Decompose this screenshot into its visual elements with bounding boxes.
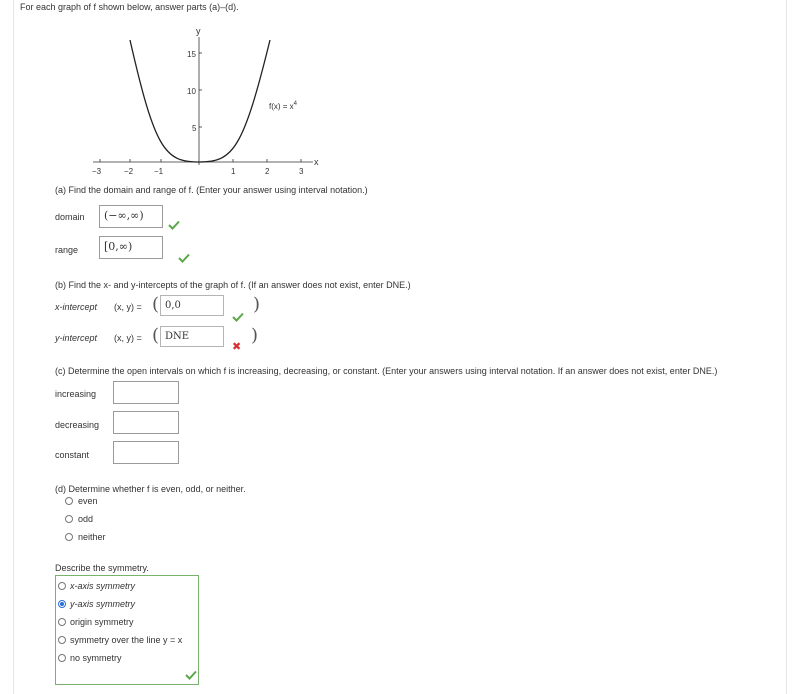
option-label: even [78, 496, 98, 506]
symmetry-group [55, 575, 199, 685]
range-label: range [55, 245, 79, 255]
open-paren: ( [152, 294, 160, 315]
radio-odd[interactable] [65, 515, 73, 523]
constant-label: constant [55, 450, 90, 460]
radio-y-axis-symmetry[interactable] [58, 600, 66, 608]
option-label: odd [78, 514, 94, 524]
part-b-prompt: (b) Find the x- and y-intercepts of the graph of f. (If an answer does not exist, enter DNE.) [55, 280, 411, 290]
symmetry-prompt: Describe the symmetry. [55, 563, 149, 573]
part-c-prompt: (c) Determine the open intervals on which f is increasing, decreasing, or constant. (Enter your answers using interval notation. If an answer does not exist, enter DNE.) [55, 366, 718, 376]
y-tick-label: 5 [192, 124, 197, 133]
xy-label: (x, y) = [114, 302, 142, 312]
x-tick-label: −1 [154, 167, 164, 175]
constant-input[interactable] [113, 441, 179, 464]
x-tick-label: −3 [92, 167, 102, 175]
incorrect-x-icon: ✖ [232, 341, 242, 353]
close-paren: ) [251, 325, 259, 346]
y-intercept-input[interactable]: DNE [160, 326, 224, 347]
function-curve [130, 40, 270, 162]
y-ticks [199, 53, 202, 127]
radio-no-symmetry[interactable] [58, 654, 66, 662]
radio-x-axis-symmetry[interactable] [58, 582, 66, 590]
option-label: no symmetry [70, 653, 122, 663]
x-intercept-input[interactable]: 0,0 [160, 295, 224, 316]
y-tick-label: 15 [187, 50, 196, 59]
check-icon [168, 220, 180, 230]
part-d-prompt: (d) Determine whether f is even, odd, or neither. [55, 484, 246, 494]
radio-origin-symmetry[interactable] [58, 618, 66, 626]
y-axis-label: y [196, 26, 201, 36]
decreasing-input[interactable] [113, 411, 179, 434]
left-border [13, 0, 14, 694]
x-intercept-label: x-intercept [55, 302, 98, 312]
y-tick-label: 10 [187, 87, 196, 96]
x-tick-label: −2 [124, 167, 134, 175]
option-label: origin symmetry [70, 617, 134, 627]
instructions: For each graph of f shown below, answer parts (a)–(d). [20, 2, 239, 12]
function-label: $f(x) = x^4$ [269, 101, 298, 111]
radio-line-symmetry[interactable] [58, 636, 66, 644]
right-border [786, 0, 787, 694]
check-icon [185, 670, 197, 680]
decreasing-label: decreasing [55, 420, 100, 430]
x-axis-label: x [314, 157, 319, 167]
range-input[interactable]: [0,∞) [99, 236, 163, 259]
check-icon [232, 312, 244, 322]
check-icon [178, 253, 190, 263]
x-tick-label: 3 [299, 167, 304, 175]
domain-label: domain [55, 212, 85, 222]
function-graph [85, 25, 325, 175]
radio-neither[interactable] [65, 533, 73, 541]
x-tick-label: 2 [265, 167, 270, 175]
xy-label: (x, y) = [114, 333, 142, 343]
x-tick-label: 1 [231, 167, 236, 175]
increasing-input[interactable] [113, 381, 179, 404]
radio-even[interactable] [65, 497, 73, 505]
part-a-prompt: (a) Find the domain and range of f. (Enter your answer using interval notation.) [55, 185, 368, 195]
option-label: neither [78, 532, 106, 542]
open-paren: ( [152, 325, 160, 346]
option-label: symmetry over the line y = x [70, 635, 183, 645]
option-label: y-axis symmetry [70, 599, 135, 609]
domain-input[interactable]: (−∞,∞) [99, 205, 163, 228]
option-label: x-axis symmetry [70, 581, 135, 591]
y-intercept-label: y-intercept [55, 333, 98, 343]
close-paren: ) [253, 294, 261, 315]
increasing-label: increasing [55, 389, 97, 399]
